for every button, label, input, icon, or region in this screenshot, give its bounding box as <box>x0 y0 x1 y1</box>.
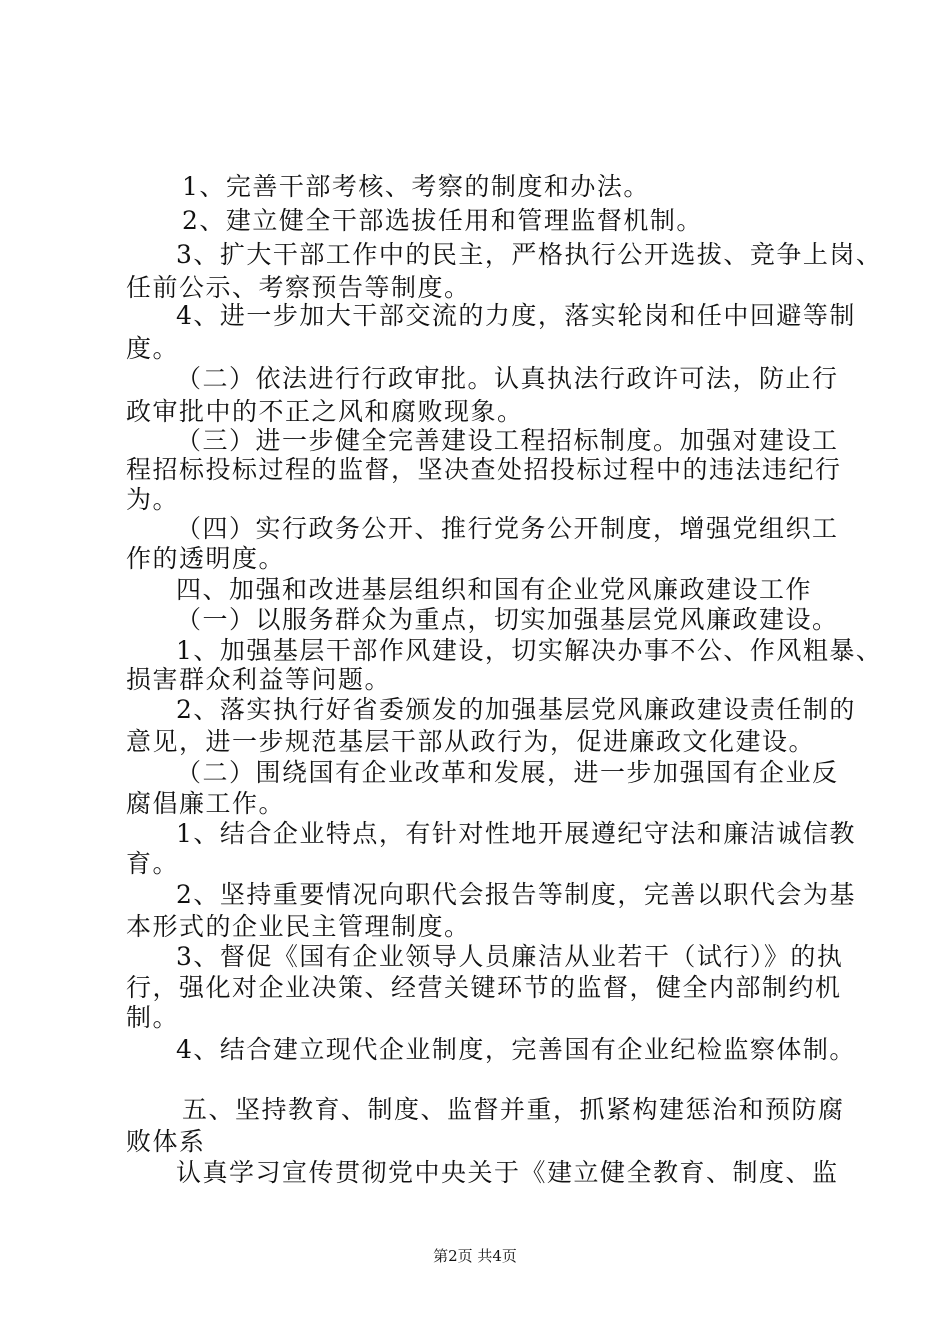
body-line: 程招标投标过程的监督，坚决查处招投标过程中的违法违纪行 <box>126 455 842 484</box>
body-line: 为。 <box>126 485 180 514</box>
body-line: 意见，进一步规范基层干部从政行为，促进廉政文化建设。 <box>126 727 816 756</box>
body-line: 育。 <box>126 849 180 878</box>
body-line: 1、完善干部考核、考察的制度和办法。 <box>182 172 650 201</box>
body-line: 4、进一步加大干部交流的力度，落实轮岗和任中回避等制 <box>176 301 856 330</box>
body-line: 腐倡廉工作。 <box>126 789 286 818</box>
body-line: 认真学习宣传贯彻党中央关于《建立健全教育、制度、监 <box>176 1158 839 1187</box>
body-line: （三）进一步健全完善建设工程招标制度。加强对建设工 <box>176 426 839 455</box>
body-line: 损害群众利益等问题。 <box>126 665 392 694</box>
body-line: 制。 <box>126 1003 180 1032</box>
body-line: 4、结合建立现代企业制度，完善国有企业纪检监察体制。 <box>176 1035 856 1064</box>
section-heading: 败体系 <box>126 1127 206 1156</box>
section-heading: 五、坚持教育、制度、监督并重，抓紧构建惩治和预防腐 <box>182 1095 845 1124</box>
body-line: （一）以服务群众为重点，切实加强基层党风廉政建设。 <box>176 605 839 634</box>
body-line: （二）围绕国有企业改革和发展，进一步加强国有企业反 <box>176 758 839 787</box>
body-line: 行，强化对企业决策、经营关键环节的监督，健全内部制约机 <box>126 973 842 1002</box>
body-line: 任前公示、考察预告等制度。 <box>126 273 471 302</box>
page-indicator: 第2页 共4页 <box>433 1247 517 1265</box>
body-line: 作的透明度。 <box>126 544 286 573</box>
body-line: （四）实行政务公开、推行党务公开制度，增强党组织工 <box>176 514 839 543</box>
body-line: 1、加强基层干部作风建设，切实解决办事不公、作风粗暴、 <box>176 636 883 665</box>
body-line: 本形式的企业民主管理制度。 <box>126 912 471 941</box>
body-line: 政审批中的不正之风和腐败现象。 <box>126 397 524 426</box>
body-line: 3、督促《国有企业领导人员廉洁从业若干（试行）》的执 <box>176 942 844 971</box>
body-line: 2、落实执行好省委颁发的加强基层党风廉政建设责任制的 <box>176 695 856 724</box>
body-line: （二）依法进行行政审批。认真执法行政许可法，防止行 <box>176 364 839 393</box>
body-line: 3、扩大干部工作中的民主，严格执行公开选拔、竞争上岗、 <box>176 240 883 269</box>
body-line: 2、建立健全干部选拔任用和管理监督机制。 <box>182 206 703 235</box>
body-line: 2、坚持重要情况向职代会报告等制度，完善以职代会为基 <box>176 880 856 909</box>
section-heading: 四、加强和改进基层组织和国有企业党风廉政建设工作 <box>176 575 813 604</box>
body-line: 1、结合企业特点，有针对性地开展遵纪守法和廉洁诚信教 <box>176 819 856 848</box>
body-line: 度。 <box>126 334 180 363</box>
